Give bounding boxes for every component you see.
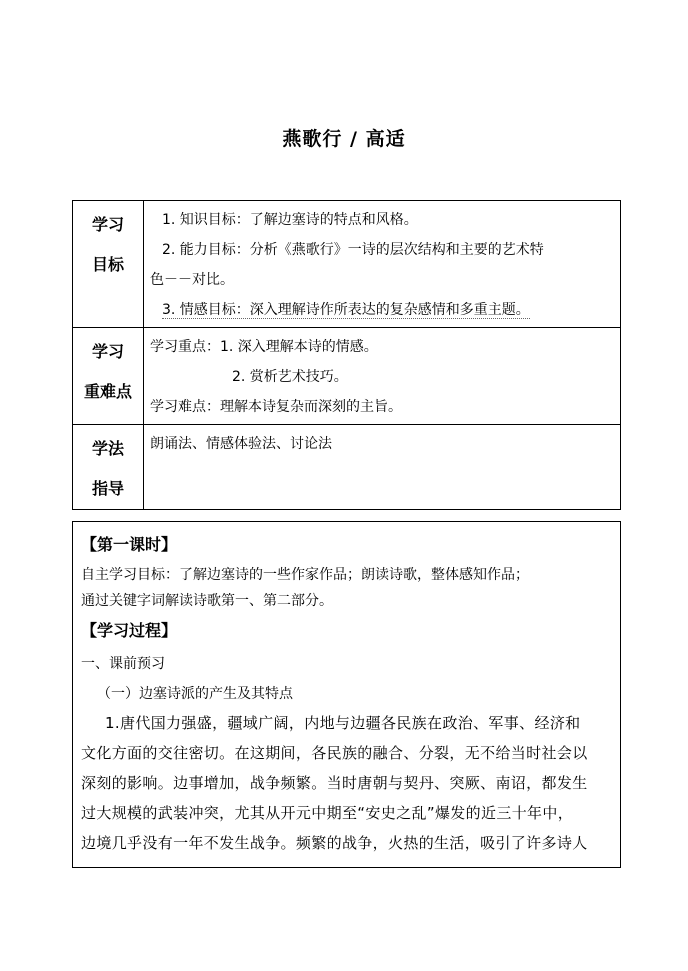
row-label-line: 重难点 (83, 382, 132, 401)
key-point-2: 2. 赏析艺术技巧。 (232, 369, 348, 385)
table-row-objectives (73, 201, 621, 328)
row-label-key-points (73, 328, 144, 425)
paragraph-line: 过大规模的武装冲突，尤其从开元中期至“安史之乱”爆发的近三十年中， (81, 804, 574, 822)
paragraph-line: 1.唐代国力强盛，疆域广阔，内地与边疆各民族在政治、军事、经济和 (105, 714, 581, 732)
row-label-line: 学习 (91, 342, 124, 361)
row-content-methods (144, 425, 621, 510)
objective-emotion-text: 3. 情感目标：深入理解诗作所表达的复杂感情和多重主题。 (162, 302, 530, 318)
section-heading: 一、课前预习 (81, 656, 165, 672)
table-row-key-points (73, 328, 621, 425)
row-label-objectives (73, 201, 144, 328)
row-label-line: 指导 (91, 479, 124, 498)
row-content-key-points (144, 328, 621, 425)
row-label-line: 学习 (91, 215, 124, 234)
difficult-point: 学习难点：理解本诗复杂而深刻的主旨。 (150, 399, 402, 415)
objective-ability-cont: 色－－对比。 (150, 272, 234, 288)
lesson-process-box (72, 521, 621, 868)
goal-line: 自主学习目标：了解边塞诗的一些作家作品；朗读诗歌，整体感知作品； (81, 567, 529, 583)
subsection-heading: （一）边塞诗派的产生及其特点 (97, 686, 293, 702)
table-row-methods (73, 425, 621, 510)
paragraph-line: 边境几乎没有一年不发生战争。频繁的战争，火热的生活，吸引了许多诗人 (81, 834, 588, 852)
goal-line: 通过关键字词解读诗歌第一、第二部分。 (81, 593, 333, 609)
paragraph-line: 文化方面的交往密切。在这期间，各民族的融合、分裂，无不给当时社会以 (81, 744, 588, 762)
objective-knowledge: 1. 知识目标：了解边塞诗的特点和风格。 (162, 212, 418, 228)
objective-emotion (150, 295, 614, 325)
row-label-methods (73, 425, 144, 510)
row-label-line: 学法 (91, 439, 124, 458)
method-list: 朗诵法、情感体验法、讨论法 (150, 436, 332, 452)
objective-ability: 2. 能力目标：分析《燕歌行》一诗的层次结构和主要的艺术特 (162, 242, 544, 258)
key-point-1: 学习重点：1. 深入理解本诗的情感。 (150, 339, 378, 355)
paragraph-line: 深刻的影响。边事增加，战争频繁。当时唐朝与契丹、突厥、南诏，都发生 (81, 774, 588, 792)
heading-learning-process: 【学习过程】 (81, 621, 178, 640)
row-label-line: 目标 (91, 255, 124, 274)
row-content-objectives (144, 201, 621, 328)
document-title: 燕歌行 / 高适 (282, 128, 406, 150)
heading-first-lesson: 【第一课时】 (81, 535, 178, 554)
lesson-plan-table (72, 200, 621, 510)
